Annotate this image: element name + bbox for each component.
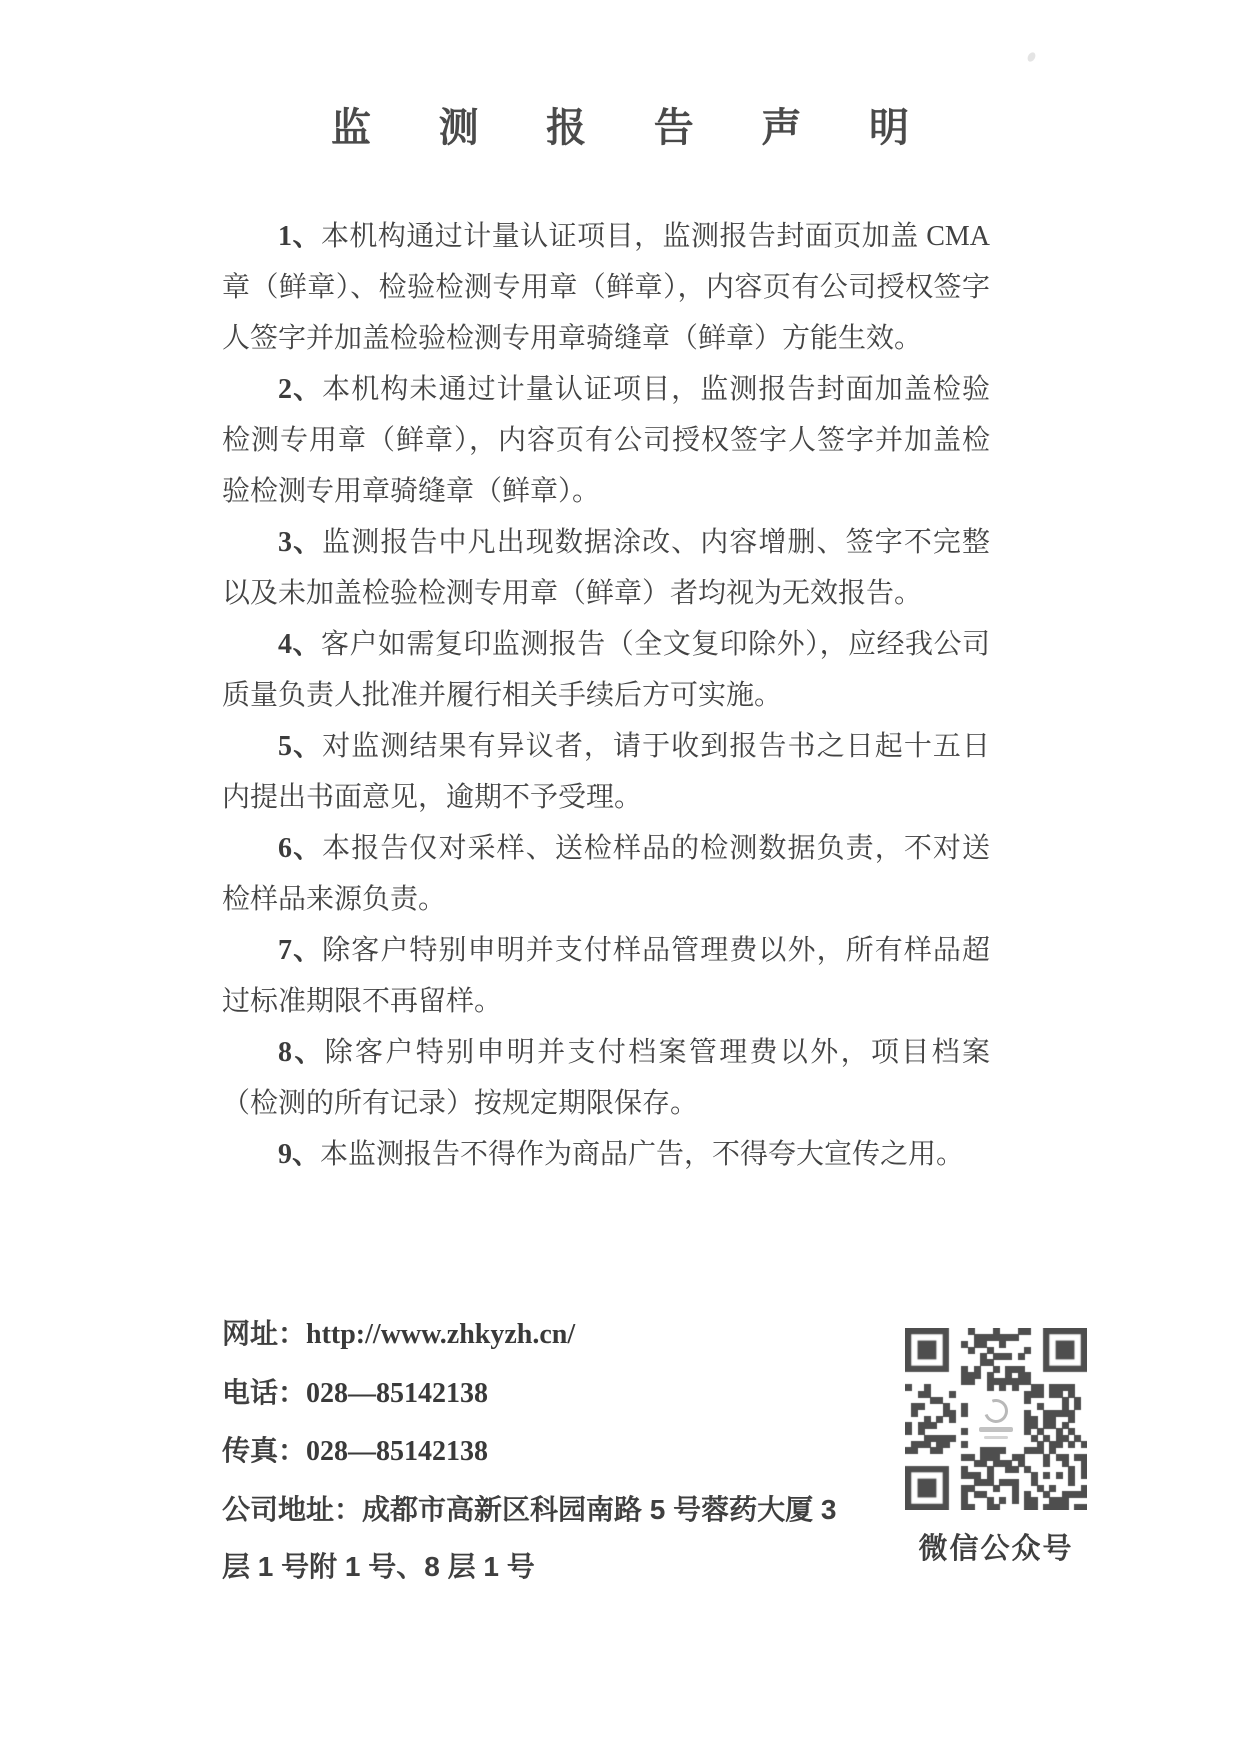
website-label: 网址： xyxy=(222,1318,307,1349)
item-number: 1、 xyxy=(278,221,321,252)
item-text: 除客户特别申明并支付样品管理费以外，所有样品超过标准期限不再留样。 xyxy=(222,935,990,1017)
phone-number: 028—85142138 xyxy=(306,1377,489,1409)
statement-item-4 xyxy=(222,619,990,721)
fax-label: 传真： xyxy=(222,1435,307,1466)
item-number: 3、 xyxy=(278,527,323,558)
item-number: 9、 xyxy=(278,1139,321,1170)
statement-item-1 xyxy=(222,211,990,364)
item-text: 客户如需复印监测报告（全文复印除外），应经我公司质量负责人批准并履行相关手续后方可实施。 xyxy=(222,629,990,711)
address-row-line1 xyxy=(222,1481,882,1539)
website-url: http://www.zhkyzh.cn/ xyxy=(306,1319,576,1350)
item-text: 本监测报告不得作为商品广告，不得夸大宣传之用。 xyxy=(320,1139,965,1170)
item-text: 除客户特别申明并支付档案管理费以外，项目档案（检测的所有记录）按规定期限保存。 xyxy=(222,1037,990,1119)
phone-label: 电话： xyxy=(222,1376,307,1408)
address-line2: 层 1 号附 1 号、8 层 1 号 xyxy=(222,1551,535,1582)
item-number: 6、 xyxy=(278,833,323,864)
phone-row xyxy=(222,1364,882,1423)
qr-caption: 微信公众号 xyxy=(918,1533,1074,1565)
item-text: 监测报告中凡出现数据涂改、内容增删、签字不完整以及未加盖检验检测专用章（鲜章）者均视为无效报告。 xyxy=(222,527,990,609)
item-text: 对监测结果有异议者，请于收到报告书之日起十五日内提出书面意见，逾期不予受理。 xyxy=(222,731,990,813)
logo-swirl-icon xyxy=(980,1395,1012,1427)
item-number: 5、 xyxy=(278,731,323,762)
item-number: 7、 xyxy=(278,935,323,966)
qr-center-logo xyxy=(970,1393,1022,1445)
wechat-qr-area xyxy=(905,1328,1087,1567)
statement-body xyxy=(222,211,990,1180)
contact-info xyxy=(222,1305,882,1596)
statement-item-2 xyxy=(222,364,990,517)
scan-artifact xyxy=(1026,51,1037,63)
logo-text-blur xyxy=(979,1427,1013,1432)
statement-item-8 xyxy=(222,1027,990,1129)
item-number: 4、 xyxy=(278,629,321,660)
qr-code xyxy=(905,1328,1087,1510)
statement-item-3 xyxy=(222,517,990,619)
statement-item-5 xyxy=(222,721,990,823)
item-text: 本报告仅对采样、送检样品的检测数据负责，不对送检样品来源负责。 xyxy=(222,833,990,915)
statement-item-7 xyxy=(222,925,990,1027)
item-text: 本机构未通过计量认证项目，监测报告封面加盖检验检测专用章（鲜章），内容页有公司授权签字人签字并加盖检验检测专用章骑缝章（鲜章）。 xyxy=(222,374,990,507)
item-text: 本机构通过计量认证项目，监测报告封面页加盖 CMA 章（鲜章）、检验检测专用章（鲜章），内容页有公司授权签字人签字并加盖检验检测专用章骑缝章（鲜章）方能生效。 xyxy=(222,221,990,354)
website-row xyxy=(222,1305,882,1364)
item-number: 2、 xyxy=(278,374,323,405)
fax-row xyxy=(222,1422,882,1481)
fax-number: 028—85142138 xyxy=(306,1436,489,1467)
logo-subtext-blur xyxy=(984,1436,1008,1439)
address-label: 公司地址： xyxy=(222,1493,363,1525)
statement-item-9 xyxy=(222,1129,990,1180)
address-line1: 成都市高新区科园南路 5 号蓉药大厦 3 xyxy=(362,1493,837,1525)
statement-item-6 xyxy=(222,823,990,925)
address-row-line2 xyxy=(222,1538,882,1596)
item-number: 8、 xyxy=(278,1037,325,1068)
page-title: 监 测 报 告 声 明 xyxy=(330,105,938,150)
